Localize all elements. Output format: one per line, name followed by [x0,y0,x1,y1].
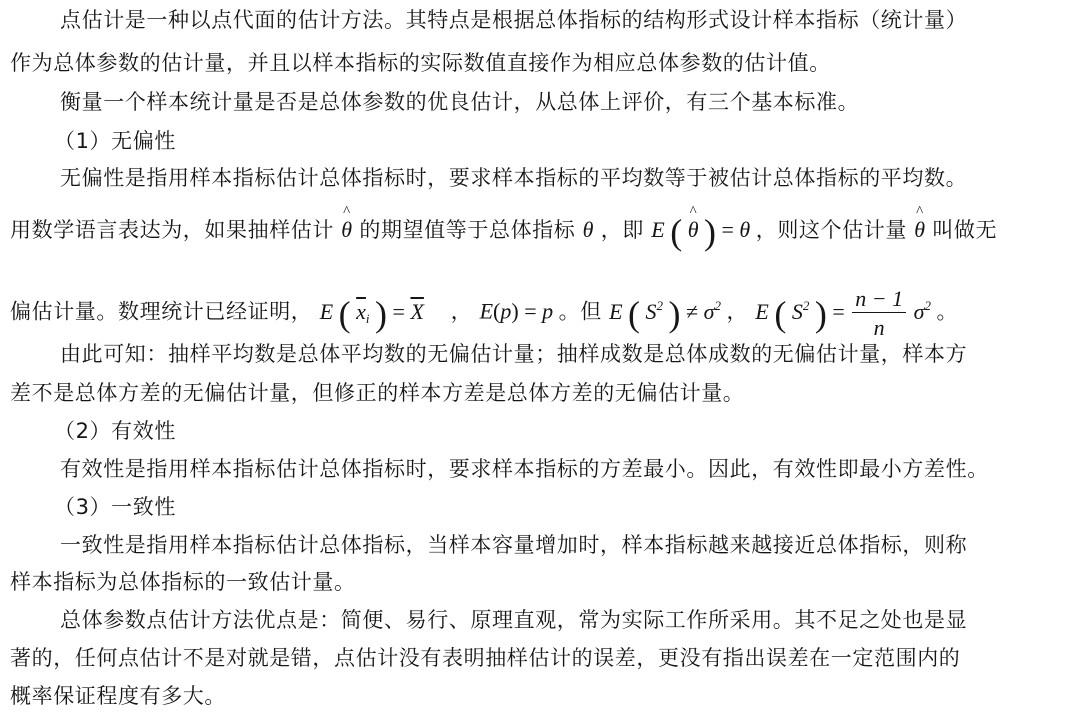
right-paren: ) [511,298,519,324]
sigma-symbol: σ [913,298,925,324]
not-equal-sign: ≠ [686,298,699,324]
left-paren: ( [338,293,351,334]
left-paren: ( [670,212,683,252]
formula-proportion-unbiased [480,299,559,324]
fraction-denominator: n [873,315,885,340]
paragraph-3-line-3 [10,288,1081,339]
sigma-symbol: σ [703,298,715,324]
paragraph-4-line-1: 由此可知：抽样平均数是总体平均数的无偏估计量；抽样成数是总体成数的无偏估计量，样本方 [60,342,968,366]
superscript-2: 2 [714,297,721,313]
right-paren: ) [668,293,681,334]
expectation-operator: E [755,298,769,324]
sample-mean-x: $\overline{x}$ [356,298,366,324]
expectation-operator: E [651,217,665,242]
equals-sign: = [524,298,537,324]
equals-sign: = [392,298,405,324]
theta-hat-symbol: ^ θ [341,219,352,241]
paragraph-3-line-1: 无偏性是指用样本指标估计总体指标时，要求样本指标的平均数等于被估计总体指标的平均数。 [60,166,968,190]
formula-variance-corrected [755,286,936,340]
expectation-operator: E [479,298,494,324]
expectation-operator: E [319,298,334,324]
text-segment: 叫做无 [932,218,998,242]
right-paren: ) [704,212,716,252]
theta-hat-symbol: ^ θ [688,219,699,241]
paragraph-1-line-2: 作为总体参数的估计量，并且以样本指标的实际数值直接作为相应总体参数的估计值。 [10,51,831,75]
text-segment: 。但 [558,299,602,324]
paragraph-1-line-1: 点估计是一种以点代面的估计方法。其特点是根据总体指标的结构形式设计样本指标（统计量） [60,8,968,32]
fraction-numerator: n − 1 [852,288,906,313]
expectation-formula [651,212,756,252]
paragraph-7-line-2: 著的，任何点估计不是对就是错，点估计没有表明抽样估计的误差，更没有指出误差在一定范围内的 [10,646,961,670]
equals-sign: = [721,217,734,242]
text-segment: ， [450,299,473,324]
heading-efficiency: （2）有效性 [54,419,176,443]
formula-variance-biased [609,293,726,334]
theta-hat-symbol: ^ θ [914,219,925,241]
paragraph-6-line-2: 样本指标为总体指标的一致估计量。 [10,570,356,594]
text-segment: 用数学语言表达为，如果抽样估计 [10,218,334,242]
left-paren: ( [628,293,641,334]
superscript-2: 2 [924,297,931,313]
fraction [852,288,906,339]
expectation-operator: E [609,298,623,324]
text-segment: 的期望值等于总体指标 [359,218,576,242]
formula-mean-unbiased [319,293,430,334]
text-segment: ，即 [600,218,644,242]
p-symbol: p [542,298,554,324]
paragraph-4-line-2: 差不是总体方差的无偏估计量，但修正的样本方差是总体方差的无偏估计量。 [10,381,745,405]
subscript-i: i [365,310,370,326]
theta-symbol: θ [739,217,751,242]
theta-symbol: θ [582,217,594,242]
paragraph-6-line-1: 一致性是指用样本指标估计总体指标，当样本容量增加时，样本指标越来越接近总体指标，则称 [60,533,968,557]
text-segment: 。 [936,299,959,324]
paragraph-7-line-1: 总体参数点估计方法优点是：简便、易行、原理直观，常为实际工作所采用。其不足之处也是显 [60,608,968,632]
text-segment: 偏估计量。数理统计已经证明， [10,299,313,324]
paragraph-3-line-2 [10,214,1081,250]
paragraph-2: 衡量一个样本统计量是否是总体参数的优良估计，从总体上评价，有三个基本标准。 [60,90,860,114]
equals-sign: = [832,298,845,324]
text-segment: ， [726,299,749,324]
p-symbol: p [500,298,512,324]
superscript-2: 2 [656,297,664,313]
paragraph-5: 有效性是指用样本指标估计总体指标时，要求样本指标的方差最小。因此，有效性即最小方差性。 [60,457,989,481]
right-paren: ) [375,293,388,334]
s-symbol: S [791,298,803,324]
left-paren: ( [774,293,787,334]
heading-consistency: （3）一致性 [54,495,176,519]
text-segment: ，则这个估计量 [755,218,907,242]
paragraph-7-line-3: 概率保证程度有多大。 [10,684,226,708]
population-mean-x: $\overline{X}$ [410,298,424,324]
heading-unbiasedness: （1）无偏性 [54,129,176,153]
right-paren: ) [814,293,827,334]
s-symbol: S [645,298,657,324]
left-paren: ( [493,298,501,324]
superscript-2: 2 [802,297,810,313]
